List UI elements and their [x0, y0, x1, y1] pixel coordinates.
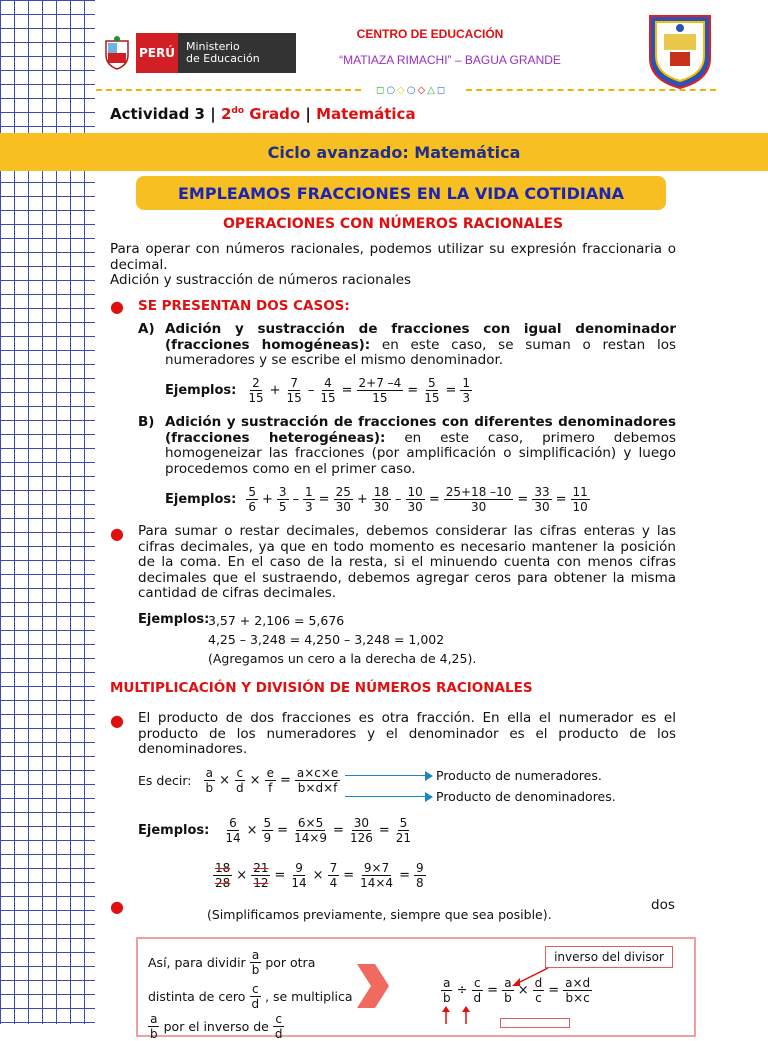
numerator: a×d: [565, 976, 591, 990]
denominator: 14: [225, 831, 241, 845]
chevron-right-icon: [355, 962, 391, 1010]
denominator: b: [443, 991, 451, 1005]
fraction: [246, 485, 258, 514]
bullet-icon: ●: [110, 711, 124, 730]
denominator: 15: [320, 391, 336, 405]
subject-label: Matemática: [316, 105, 416, 123]
fraction: [444, 485, 514, 514]
numerator: 1: [462, 376, 471, 390]
example-a: [165, 376, 472, 405]
fraction: [563, 976, 592, 1005]
denominator: 3: [462, 391, 471, 405]
fraction: [394, 816, 413, 845]
equals: =: [343, 868, 355, 883]
inverse-divisor-label: [545, 946, 673, 968]
case-a-text: [165, 322, 676, 369]
numerator: 7: [329, 861, 338, 875]
denominator: b: [504, 991, 512, 1005]
denominator: d: [473, 991, 482, 1005]
fraction: [414, 861, 426, 890]
numerator: a×c×e: [296, 766, 339, 780]
fraction: [285, 376, 304, 405]
denominator: 126: [349, 831, 373, 845]
numerator: 2: [252, 376, 260, 390]
fraction: [533, 976, 545, 1005]
fraction: [422, 376, 441, 405]
equals: =: [487, 983, 499, 998]
peru-ministry-logo: [102, 33, 296, 73]
decimal-example-1: 3,57 + 2,106 = 5,676: [208, 613, 345, 628]
example-b: [165, 485, 590, 514]
page-title: EMPLEAMOS FRACCIONES EN LA VIDA COTIDIANA: [136, 176, 666, 210]
division-line-3: [148, 1012, 284, 1041]
denominator: 10: [572, 500, 588, 514]
header-dashes-right: [466, 89, 716, 91]
denominator: 9: [263, 831, 272, 845]
denominator: 30: [373, 500, 390, 514]
equals: =: [555, 492, 567, 507]
multiplication-example-2: [213, 861, 426, 890]
activity-label: Actividad 3: [110, 105, 205, 123]
multiplication-paragraph: El producto de dos fracciones es otra fracción. En ella el numerador es el producto de los numeradores y el denominador es el producto de los denominadores.: [138, 710, 676, 757]
numerator: a: [443, 976, 451, 990]
equals: =: [274, 868, 286, 883]
cycle-banner: [0, 133, 768, 171]
division-text-2b: , se multiplica: [265, 989, 353, 1004]
numerator: 18: [373, 485, 390, 499]
fraction: [273, 1012, 285, 1041]
peru-label: PERÚ: [136, 33, 178, 73]
denominator: 15: [424, 391, 440, 405]
intro-line-2: Adición y sustracción de números racionales: [110, 272, 412, 288]
grade-number: [221, 105, 300, 123]
division-text-3b: por el inverso de: [163, 1019, 269, 1034]
operator: –: [292, 492, 300, 507]
decorative-shapes-row: ◻○◇○◇△◻: [376, 85, 448, 96]
grade-sup: do: [231, 106, 245, 116]
division-text-2a: distinta de cero: [148, 989, 246, 1004]
equals: =: [341, 383, 353, 398]
numerator: 1: [305, 485, 313, 499]
fraction: [265, 766, 276, 795]
fraction: [303, 485, 315, 514]
arrow-line: [345, 775, 425, 776]
fraction: [318, 376, 337, 405]
numerator: 10: [407, 485, 423, 499]
fraction: [292, 816, 329, 845]
equals: =: [517, 492, 529, 507]
decimal-example-note: (Agregamos un cero a la derecha de 4,25).: [208, 651, 477, 666]
equals: =: [378, 823, 390, 838]
numerator: a: [504, 976, 512, 990]
numerator: 33: [534, 485, 550, 499]
fraction: [472, 976, 484, 1005]
activity-line: [110, 105, 416, 123]
case-a-body: en este caso, se suman o restan los numeradores y se escribe el mismo denominador.: [165, 336, 676, 368]
denominator: 30: [407, 500, 423, 514]
numerator: a: [150, 1012, 158, 1026]
intro-paragraph: [110, 242, 676, 289]
case-b-text: [165, 415, 676, 477]
fraction: [532, 485, 551, 514]
decimals-paragraph: Para sumar o restar decimales, debemos considerar las cifras enteras y las cifras decimales, ya que en todo momento es necesario mantener la posición de la coma. En el caso de la resta, si el minuendo cuenta con menos cifras decimales que el sustraendo, debemos agregar ceros para obtener la misma cantidad de cifras decimales.: [138, 523, 676, 601]
numerator: 9: [415, 861, 424, 875]
operator: ×: [517, 983, 529, 998]
case-b-bold: Adición y sustracción de fracciones con diferentes denominadores (fracciones heterogéneas):: [165, 414, 676, 446]
bottom-label-box: [500, 1018, 570, 1028]
denominator: 30: [534, 500, 550, 514]
equals: =: [407, 383, 419, 398]
denominators-product-label: Producto de denominadores.: [436, 789, 616, 804]
numerator: 6×5: [297, 816, 324, 830]
numerator: 9×7: [363, 861, 390, 875]
fraction: [372, 485, 391, 514]
equals: =: [318, 492, 330, 507]
ministry-line-2: de Educación: [186, 52, 260, 65]
operator: –: [395, 492, 402, 507]
fraction: [460, 376, 472, 405]
numerator: 5: [399, 816, 408, 830]
fraction: [357, 376, 404, 405]
denominator: 30: [335, 500, 351, 514]
numerator: c: [251, 982, 259, 996]
numerator: 21: [253, 861, 269, 875]
denominator: d: [274, 1027, 283, 1041]
examples-label: Ejemplos:: [138, 612, 210, 627]
denominator: b: [150, 1027, 158, 1041]
es-decir-label: Es decir:: [138, 773, 192, 788]
denominator: 6: [248, 500, 256, 514]
arrow-right-icon: [425, 792, 433, 802]
grade-num: 2: [220, 105, 232, 123]
fraction: [406, 485, 425, 514]
denominator: b×d×f: [297, 781, 338, 795]
denominator: d: [236, 781, 244, 795]
arrow-right-icon: [425, 771, 433, 781]
denominator: 14: [291, 876, 307, 890]
denominator: 12: [253, 876, 269, 890]
denominator: d: [251, 997, 260, 1011]
denominator: 14×9: [294, 831, 328, 845]
division-line-1: [148, 948, 315, 977]
fraction: [502, 976, 514, 1005]
intro-line-1: Para operar con números racionales, podemos utilizar su expresión fraccionaria o decimal.: [110, 241, 676, 273]
numerator: 25+18 –10: [445, 485, 512, 499]
denominator: 15: [286, 391, 302, 405]
case-b-body: en este caso, primero debemos homogeneizar las fracciones (por amplificación o simplificación) y luego procedemos como en el primer caso.: [165, 429, 676, 477]
bullet-icon: ●: [110, 524, 124, 543]
denominator: 30: [470, 500, 487, 514]
arrow-line: [345, 796, 425, 797]
operator: ×: [312, 868, 324, 883]
fraction: [246, 376, 265, 405]
fraction: [262, 816, 274, 845]
ministry-label: [178, 33, 296, 73]
fraction: [328, 861, 340, 890]
denominator: 21: [395, 831, 412, 845]
denominator: 5: [278, 500, 287, 514]
fraction: [213, 861, 232, 890]
fraction: [234, 766, 246, 795]
numerator: 4: [324, 376, 332, 390]
numerator: 2+7 –4: [358, 376, 402, 390]
section-subtitle: OPERACIONES CON NÚMEROS RACIONALES: [222, 216, 564, 232]
fraction: [223, 816, 242, 845]
denominator: 8: [415, 876, 424, 890]
numerator: c: [474, 976, 481, 990]
cases-heading: SE PRESENTAN DOS CASOS:: [138, 298, 350, 314]
examples-label: Ejemplos:: [165, 383, 237, 398]
division-text-1b: por otra: [265, 955, 316, 970]
fraction: [277, 485, 289, 514]
equals: =: [428, 492, 440, 507]
division-text-1a: Así, para dividir: [148, 955, 246, 970]
equals: =: [277, 823, 289, 838]
denominator: 3: [305, 500, 313, 514]
operator: +: [356, 492, 368, 507]
equals: =: [279, 773, 291, 788]
denominator: f: [268, 781, 273, 795]
decimal-example-2: 4,25 – 3,248 = 4,250 – 3,248 = 1,002: [208, 632, 445, 647]
fraction: [441, 976, 453, 1005]
fraction: [358, 861, 395, 890]
numerator: 25: [335, 485, 351, 499]
activity-separator-1: |: [210, 105, 216, 123]
numerator: a: [205, 766, 213, 780]
numerator: 18: [215, 861, 231, 875]
denominator: 15: [248, 391, 264, 405]
fraction: [148, 1012, 160, 1041]
division-line-2: [148, 982, 353, 1011]
division-formula: [441, 976, 592, 1005]
denominator: b: [251, 963, 260, 977]
case-a-bold: Adición y sustracción de fracciones con igual denominador (fracciones homogéneas):: [165, 321, 676, 353]
fraction: [204, 766, 216, 795]
numerator: 9: [295, 861, 303, 875]
equals: =: [333, 823, 344, 838]
simplify-note: (Simplificamos previamente, siempre que sea posible).: [207, 907, 552, 922]
numerator: c: [236, 766, 244, 780]
denominator: c: [535, 991, 542, 1005]
inverse-divisor-text: inverso del divisor: [554, 949, 664, 964]
grade-word: Grado: [249, 105, 301, 123]
fraction: [334, 485, 353, 514]
numerator: 3: [278, 485, 287, 499]
multiplication-rule: [138, 766, 340, 795]
school-name: “MATIAZA RIMACHI” – BAGUA GRANDE: [339, 53, 561, 67]
numerators-product-label: Producto de numeradores.: [436, 768, 602, 783]
multiplication-heading: MULTIPLICACIÓN Y DIVISIÓN DE NÚMEROS RACIONALES: [110, 680, 533, 696]
arrow-up-icons: [440, 1006, 480, 1024]
activity-separator-2: |: [305, 105, 311, 123]
fraction: [348, 816, 375, 845]
cycle-banner-text: Ciclo avanzado: Matemática: [267, 142, 521, 162]
denominator: b: [205, 781, 214, 795]
numerator: 7: [290, 376, 298, 390]
multiplication-example-1: [138, 816, 413, 845]
numerator: c: [275, 1012, 282, 1026]
operator: +: [261, 492, 273, 507]
bullet-icon: ●: [110, 297, 124, 316]
numerator: 6: [229, 816, 237, 830]
denominator: 28: [215, 876, 231, 890]
fraction: [249, 982, 261, 1011]
header-dashes-left: [96, 89, 361, 91]
equals: =: [445, 383, 457, 398]
operator: ×: [246, 823, 258, 838]
dos-word: dos: [651, 897, 675, 913]
fraction: [289, 861, 308, 890]
case-a-letter: A): [138, 321, 155, 337]
numerator: 5: [263, 816, 272, 830]
numerator: 5: [248, 485, 256, 499]
bullet-icon: ●: [110, 897, 124, 916]
peru-coat-of-arms-icon: [102, 35, 132, 71]
denominator: 15: [372, 391, 388, 405]
operator: +: [269, 383, 281, 398]
numerator: e: [266, 766, 274, 780]
case-b-letter: B): [138, 414, 155, 430]
examples-label: Ejemplos:: [165, 492, 237, 507]
operator: ×: [249, 773, 261, 788]
operator: ÷: [456, 983, 468, 998]
denominator: b×c: [565, 991, 590, 1005]
equals: =: [399, 868, 410, 883]
operator: ×: [236, 868, 248, 883]
examples-label: Ejemplos:: [138, 823, 210, 838]
school-crest-icon: [646, 12, 714, 90]
school-title: CENTRO DE EDUCACIÓN: [356, 27, 504, 41]
numerator: a: [251, 948, 260, 962]
denominator: 4: [329, 876, 338, 890]
numerator: 30: [353, 816, 370, 830]
fraction: [571, 485, 590, 514]
fraction: [250, 948, 262, 977]
operator: –: [307, 383, 315, 398]
fraction: [295, 766, 340, 795]
numerator: 11: [572, 485, 588, 499]
numerator: d: [534, 976, 543, 990]
ministry-line-1: Ministerio: [186, 40, 240, 53]
operator: ×: [219, 773, 231, 788]
denominator: 14×4: [360, 876, 394, 890]
numerator: 5: [428, 376, 436, 390]
fraction: [251, 861, 270, 890]
equals: =: [548, 983, 560, 998]
